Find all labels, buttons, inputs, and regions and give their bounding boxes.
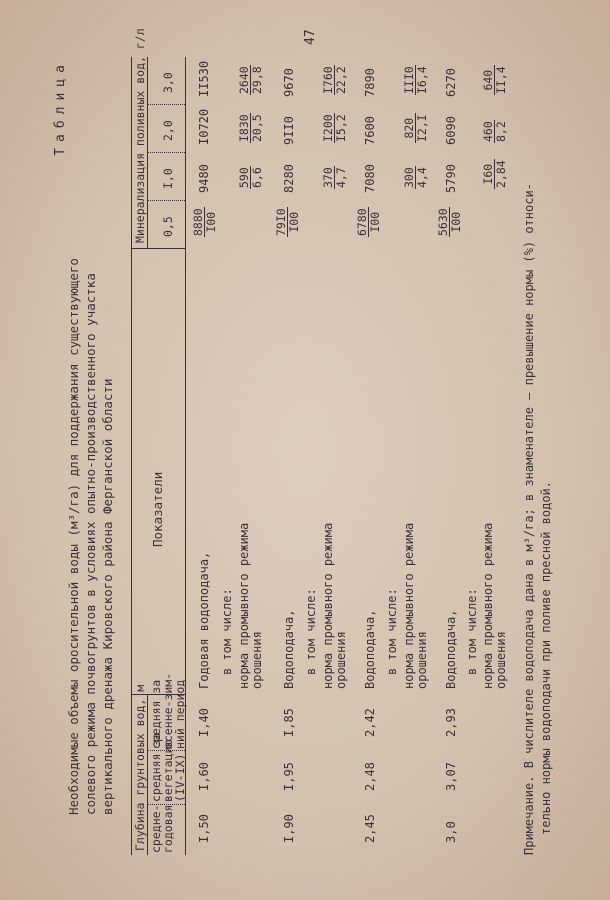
mineral-col-header: 0,5 (161, 216, 175, 237)
depth-group-header: Глубина грунтовых вод, м (133, 684, 147, 851)
value-fraction: 590 6,6 (237, 167, 264, 188)
note-line: тельно нормы водоподачи при поливе пресной водой. (539, 480, 553, 835)
depth-veg: 3,07 (444, 762, 458, 791)
depth-winter: 2,42 (363, 708, 377, 737)
note-line: Примечание. В числителе водоподача дана в м³/га; в знаменателе – превышение нормы (%) относи- (522, 183, 536, 855)
value-cell: 5790 (444, 164, 458, 193)
norm-label: норма промывного режима орошения (481, 522, 508, 689)
value-cell: II530 (197, 60, 211, 97)
value-fraction: 2640 29,8 (237, 66, 264, 94)
header-col-divider (148, 200, 185, 201)
value-cell: 9670 (282, 68, 296, 97)
mineral-group-header: Минерализация поливных вод, г/л (133, 28, 147, 243)
value-fraction: I200 I5,2 (321, 114, 348, 142)
value-cell: 7890 (363, 68, 377, 97)
value-fraction: 370 4,7 (321, 167, 348, 188)
table-title (65, 75, 116, 815)
depth-winter: I,85 (282, 708, 296, 737)
table-label: Таблица (53, 59, 68, 156)
col-winter-header: средняя за осенне-зим- ний период (149, 672, 187, 749)
value-fraction: 820 I2,I (402, 114, 429, 142)
rotated-content (35, 28, 575, 865)
title-line: вертикального дренажа Кировского района Ферганской области (100, 378, 115, 815)
subtotal-label: в том числе: (465, 588, 479, 675)
value-fraction: I830 20,5 (237, 114, 264, 142)
subtotal-label: в том числе: (385, 588, 399, 675)
col-indicators-header: Показатели (150, 471, 165, 547)
mineral-col-header: 3,0 (161, 72, 175, 93)
value-cell: 7600 (363, 116, 377, 145)
supply-label: Водоподача, (444, 609, 458, 689)
value-fraction: I60 2,84 (481, 160, 508, 188)
mineral-col-header: 2,0 (161, 120, 175, 141)
mineral-col-header: I,0 (161, 168, 175, 189)
value-fraction: I760 22,2 (321, 66, 348, 94)
mineral-group-rule (147, 57, 148, 249)
value-fraction: 6780 I00 (355, 208, 382, 236)
depth-annual: I,50 (197, 814, 211, 843)
header-divider (131, 248, 185, 249)
title-line: Необходимые объемы оросительной воды (м³/га) для поддержания существующего (66, 258, 81, 815)
value-fraction: 5630 I00 (436, 208, 463, 236)
supply-label: Водоподача, (282, 609, 296, 689)
table-note (521, 55, 555, 855)
value-fraction: 640 II,4 (481, 66, 508, 94)
norm-label: норма промывного режима орошения (321, 522, 348, 689)
value-fraction: 8880 I00 (191, 208, 218, 236)
value-fraction: 460 8,2 (481, 121, 508, 142)
table-top-rule (131, 57, 132, 855)
col-veg-header: средняя за вегетацию (IV-IX) (149, 732, 187, 802)
col-annual-header: средне- годовая (149, 804, 175, 853)
value-cell: 6270 (444, 68, 458, 97)
depth-winter: 2,93 (444, 708, 458, 737)
value-cell: 8280 (282, 164, 296, 193)
depth-winter: I,40 (197, 708, 211, 737)
value-cell: I0720 (197, 108, 211, 145)
header-col-divider (148, 152, 185, 153)
depth-veg: 2,48 (363, 762, 377, 791)
depth-veg: I,95 (282, 762, 296, 791)
total-supply-label: Годовая водоподача, (197, 551, 211, 689)
depth-annual: 2,45 (363, 814, 377, 843)
value-cell: 9480 (197, 164, 211, 193)
supply-label: Водоподача, (363, 609, 377, 689)
value-fraction: 79I0 I00 (274, 208, 301, 236)
subtotal-label: в том числе: (220, 588, 234, 675)
depth-veg: I,60 (197, 762, 211, 791)
value-cell: 9II0 (282, 116, 296, 145)
value-cell: 6090 (444, 116, 458, 145)
value-fraction: 300 4,4 (402, 167, 429, 188)
subtotal-label: в том числе: (304, 588, 318, 675)
norm-label: норма промывного режима орошения (402, 522, 429, 689)
depth-group-rule (147, 695, 148, 855)
title-line: солевого режима почвогрунтов в условиях опытно-производственного участка (83, 273, 98, 815)
depth-annual: 3,0 (444, 821, 458, 843)
value-cell: 7080 (363, 164, 377, 193)
value-fraction: III0 I6,4 (402, 66, 429, 94)
depth-annual: I,90 (282, 814, 296, 843)
norm-label: норма промывного режима орошения (237, 522, 264, 689)
page-number: 47 (303, 29, 318, 45)
header-col-divider (148, 104, 185, 105)
